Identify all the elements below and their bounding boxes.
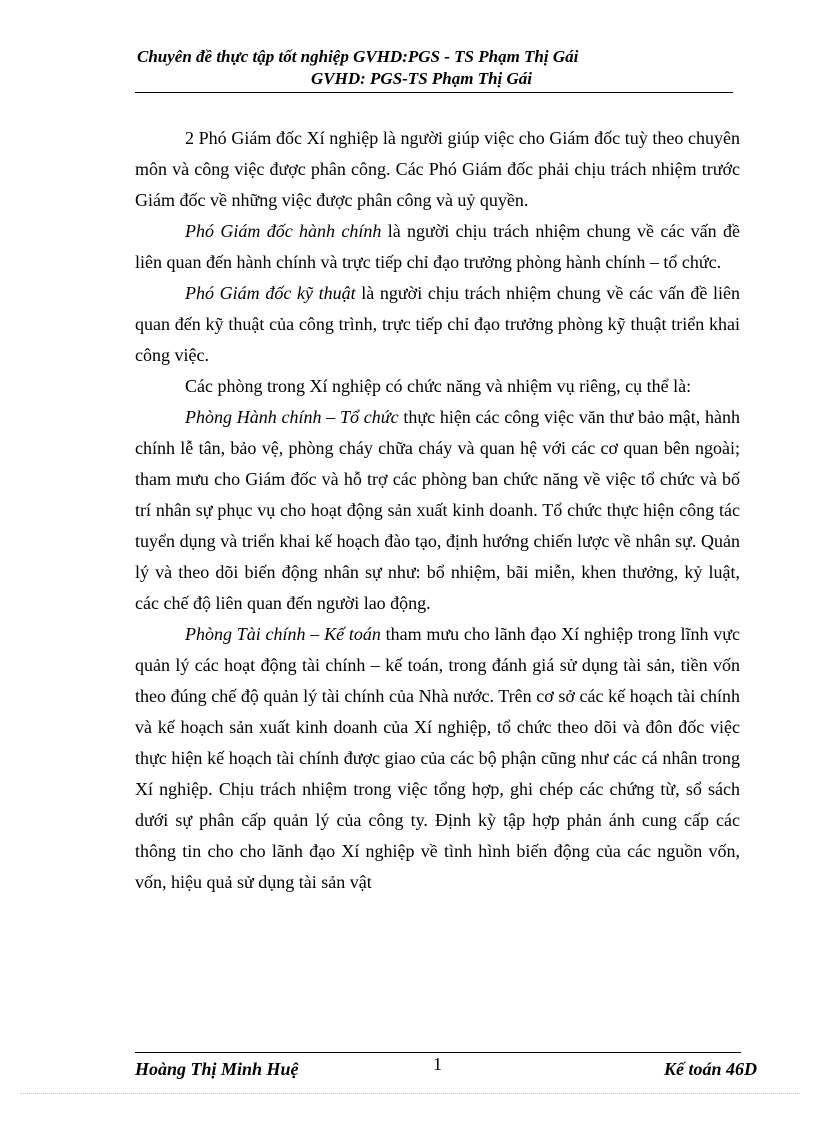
paragraph-admin-vice-director	[135, 216, 740, 278]
paragraph-text: là người chịu trách nhiệm chung về các vấn đề liên quan đến kỹ thuật của công trình, trực tiếp chỉ đạo trưởng phòng kỹ thuật triển khai công việc.	[135, 283, 740, 365]
page-bottom-dotted-line	[20, 1093, 800, 1094]
header-supervisor: GVHD: PGS-TS Phạm Thị Gái	[311, 69, 533, 88]
page-number: 1	[433, 1054, 442, 1074]
role-term: Phòng Tài chính – Kế toán	[185, 624, 381, 644]
paragraph-departments-intro: Các phòng trong Xí nghiệp có chức năng và nhiệm vụ riêng, cụ thể là:	[185, 376, 692, 396]
footer-class: Kế toán 46D	[663, 1059, 757, 1079]
page-header	[135, 46, 735, 90]
paragraph-admin-department	[135, 402, 740, 619]
paragraph-technical-vice-director	[135, 278, 740, 371]
paragraph-vice-directors: 2 Phó Giám đốc Xí nghiệp là người giúp việc cho Giám đốc tuỳ theo chuyên môn và công việc được phân công. Các Phó Giám đốc phải chịu trách nhiệm trước Giám đốc về những việc được phân công và uỷ quyền.	[135, 128, 740, 210]
paragraph-text: tham mưu cho lãnh đạo Xí nghiệp trong lĩnh vực quản lý các hoạt động tài chính – kế toán, trong đánh giá sử dụng tài sản, tiền vốn theo đúng chế độ quản lý tài chính của Nhà nước. Trên cơ sở các kế hoạch tài chính và kế hoạch sản xuất kinh doanh của Xí nghiệp, tổ chức theo dõi và đôn đốc việc thực hiện kế hoạch tài chính được giao của các bộ phận cũng như các cá nhân trong Xí nghiệp. Chịu trách nhiệm trong việc tổng hợp, ghi chép các chứng từ, sổ sách dưới sự phân cấp quản lý của công ty. Định kỳ tập hợp phản ánh cung cấp các thông tin cho cho lãnh đạo Xí nghiệp về tình hình biến động của các nguồn vốn, vốn, hiệu quả sử dụng tài sản vật	[135, 624, 740, 892]
header-title: Chuyên đề thực tập tốt nghiệp GVHD:PGS - TS Phạm Thị Gái	[137, 47, 579, 66]
paragraph-text: là người chịu trách nhiệm chung về các vấn đề liên quan đến hành chính và trực tiếp chỉ đạo trưởng phòng hành chính – tổ chức.	[135, 221, 740, 272]
paragraph-finance-department	[135, 619, 740, 898]
role-term: Phó Giám đốc hành chính	[185, 221, 382, 241]
header-divider	[135, 92, 733, 93]
footer-author: Hoàng Thị Minh Huệ	[135, 1059, 299, 1079]
document-body	[135, 123, 740, 898]
role-term: Phó Giám đốc kỹ thuật	[185, 283, 356, 303]
paragraph-text: thực hiện các công việc văn thư bảo mật, hành chính lễ tân, bảo vệ, phòng cháy chữa cháy và quan hệ với các cơ quan bên ngoài; tham mưu cho Giám đốc và hỗ trợ các phòng ban chức năng về việc tổ chức và bố trí nhân sự phục vụ cho hoạt động sản xuất kinh doanh. Tổ chức thực hiện công tác tuyển dụng và triển khai kế hoạch đào tạo, định hướng chiến lược về nhân sự. Quản lý và theo dõi biến động nhân sự như: bổ nhiệm, bãi miễn, khen thưởng, kỷ luật, các chế độ liên quan đến người lao động.	[135, 407, 740, 613]
role-term: Phòng Hành chính – Tổ chức	[185, 407, 399, 427]
